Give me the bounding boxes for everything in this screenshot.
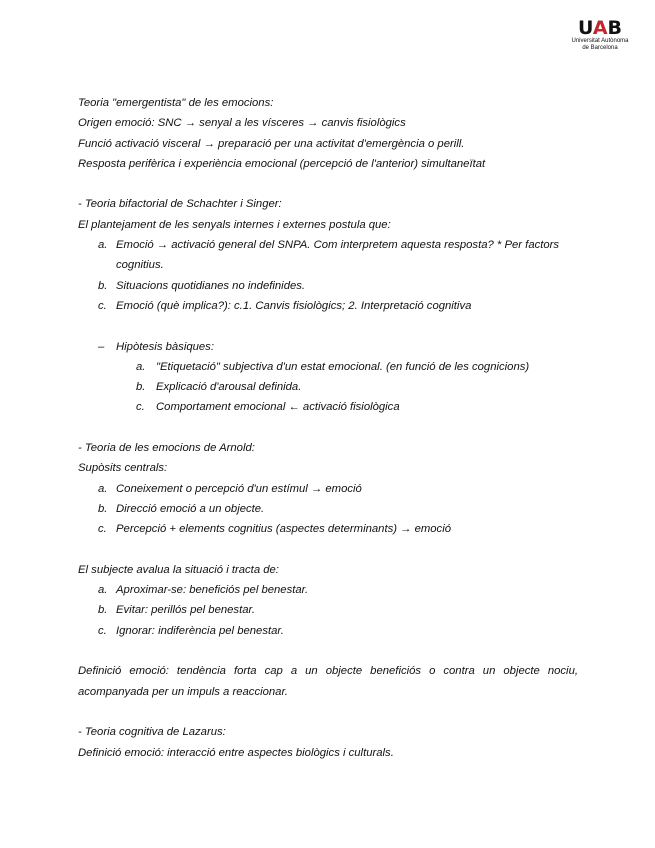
list-item-text: Comportament emocional ← activació fisiològica <box>156 401 400 414</box>
list-item <box>78 519 578 539</box>
list-marker: a. <box>98 482 108 495</box>
list-marker: b. <box>98 502 108 515</box>
list-item <box>78 377 578 397</box>
paragraph-line: Resposta perifèrica i experiència emocional (percepció de l'anterior) simultaneïtat <box>78 157 486 170</box>
logo-mark <box>555 18 645 38</box>
list-item-text: Ignorar: indiferència pel benestar. <box>116 624 284 637</box>
list-item <box>78 621 578 641</box>
list-item-text: Situacions quotidianes no indefinides. <box>116 279 306 292</box>
list-item <box>78 397 578 417</box>
list-item <box>78 276 578 296</box>
definition-paragraph: Definició emoció: interacció entre aspectes biològics i culturals. <box>78 746 394 759</box>
section-title: Teoria "emergentista" de les emocions: <box>78 97 274 109</box>
dash-marker: – <box>98 340 105 353</box>
list-item <box>78 296 578 316</box>
section-title: - Teoria de les emocions de Arnold: <box>78 442 255 455</box>
list <box>78 235 578 316</box>
list-marker: c. <box>98 299 107 312</box>
section-title: - Teoria cognitiva de Lazarus: <box>78 726 226 739</box>
list <box>78 479 578 540</box>
nested-list <box>78 357 578 418</box>
document-body <box>78 93 578 763</box>
list-item-text: Evitar: perillós pel benestar. <box>116 604 255 617</box>
list-marker: c. <box>98 624 107 637</box>
list-item-text: Emoció (què implica?): c.1. Canvis fisiològics; 2. Interpretació cognitiva <box>116 299 472 312</box>
list-item-text: Percepció + elements cognitius (aspectes determinants) → emoció <box>116 523 451 536</box>
paragraph-line: El plantejament de les senyals internes i externes postula que: <box>78 218 391 231</box>
definition-paragraph: Definició emoció: tendència forta cap a un objecte beneficiós o contra un objecte nociu, acompanyada per un impuls a reaccionar. <box>78 665 578 698</box>
list-marker: a. <box>98 239 108 252</box>
list-item <box>78 337 578 357</box>
list-marker: b. <box>98 279 108 292</box>
list <box>78 580 578 641</box>
list-item <box>78 357 578 377</box>
section-title: - Teoria bifactorial de Schachter i Singer: <box>78 198 282 211</box>
paragraph-line: El subjecte avalua la situació i tracta de: <box>78 563 279 576</box>
list-marker: c. <box>98 523 107 536</box>
subsection-title: Hipòtesis bàsiques: <box>116 340 214 353</box>
list-item-text: Coneixement o percepció d'un estímul → emoció <box>116 482 362 495</box>
list-item-text: Explicació d'arousal definida. <box>156 381 302 394</box>
list-marker: b. <box>98 604 108 617</box>
logo-line-2: de Barcelona <box>582 45 618 51</box>
logo-mark-text: UAB <box>577 17 623 39</box>
list-item-text: "Etiquetació" subjectiva d'un estat emocional. (en funció de les cognicions) <box>156 360 530 373</box>
uab-logo <box>555 18 645 52</box>
logo-line-1: Universitat Autònoma <box>571 38 629 44</box>
list-marker: a. <box>136 360 146 373</box>
list-item <box>78 600 578 620</box>
list-item-text: Aproximar-se: beneficiós pel benestar. <box>116 584 309 597</box>
list-item-text: Direcció emoció a un objecte. <box>116 502 265 515</box>
list-item <box>78 580 578 600</box>
list-marker: c. <box>136 401 145 414</box>
list-marker: b. <box>136 381 146 394</box>
list-item <box>78 479 578 499</box>
paragraph-line: Supòsits centrals: <box>78 462 168 475</box>
list-item <box>78 499 578 519</box>
list-marker: a. <box>98 584 108 597</box>
paragraph-line: Origen emoció: SNC → senyal a les vísceres → canvis fisiològics <box>78 117 406 130</box>
paragraph-line: Funció activació visceral → preparació per una activitat d'emergència o perill. <box>78 137 465 150</box>
list-item <box>78 235 578 276</box>
list-item-text: Emoció → activació general del SNPA. Com interpretem aquesta resposta? * Per factors cognitius. <box>116 239 560 272</box>
